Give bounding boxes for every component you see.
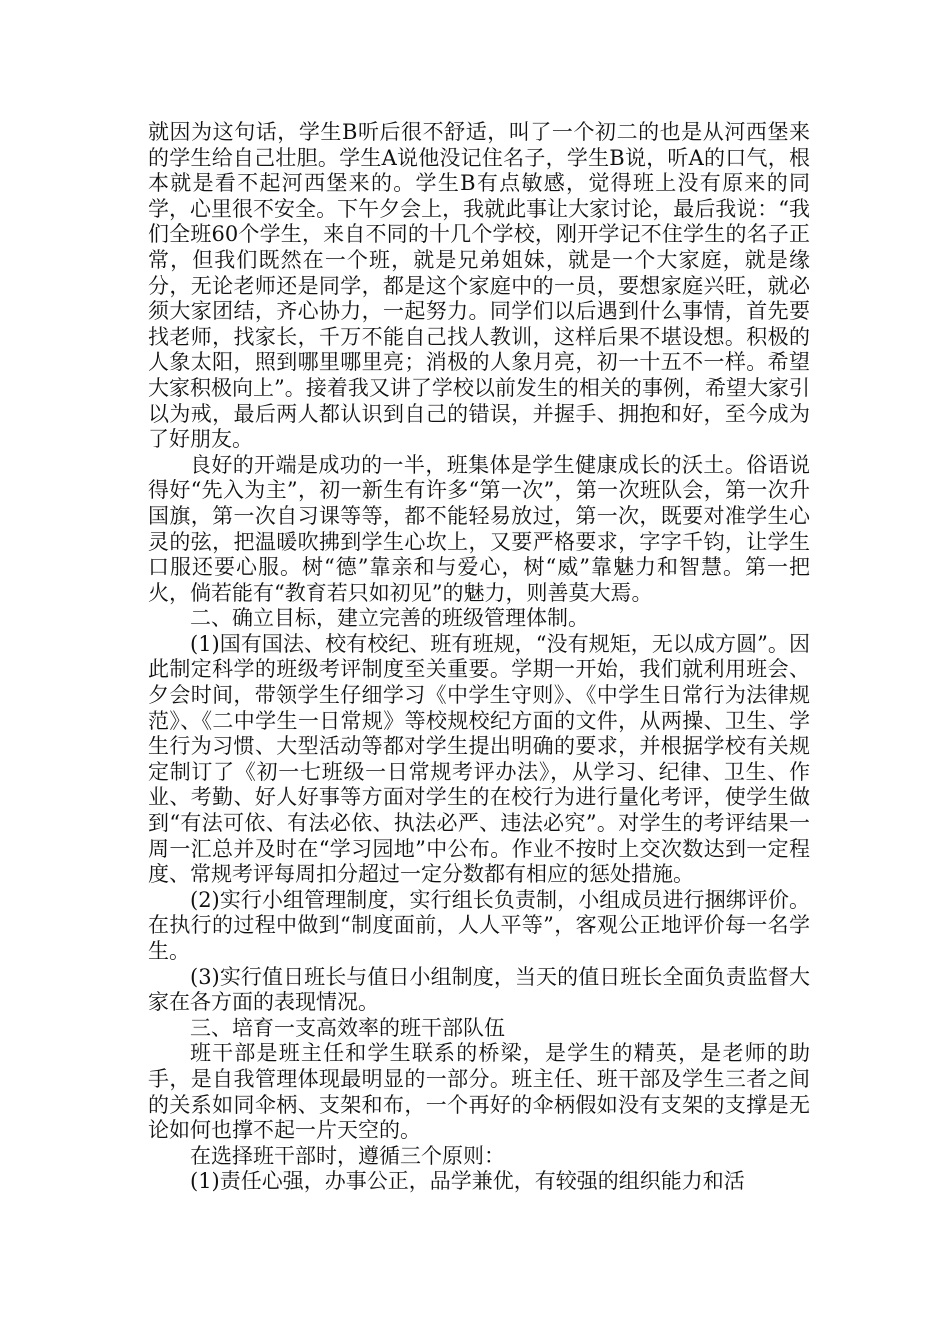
paragraph-rule-1: (1)国有国法、校有校纪、班有班规，“没有规矩，无以成方圆”。因此制定科学的班级考评制度至关重要。学期一开始，我们就利用班会、夕会时间，带领学生仔细学习《中学生守则》、《中学生日常行为法律规范》、《二中学生一日常规》等校规校纪方面的文件，从两操、卫生、学生行为习惯、大型活动等都对学生提出明确的要求，并根据学校有关规定制订了《初一七班级一日常规考评办法》，从学习、纪律、卫生、作业、考勤、好人好事等方面对学生的在校行为进行量化考评，使学生做到“有法可依、有法必依、执法必严、违法必究”。对学生的考评结果一周一汇总并及时在“学习园地”中公布。作业不按时上交次数达到一定程度、常规考评每周扣分超过一定分数都有相应的惩处措施。 [148,631,810,887]
paragraph-principle-1: (1)责任心强，办事公正，品学兼优，有较强的组织能力和活 [190,1169,745,1194]
document-page [148,120,810,1195]
paragraph-1: 就因为这句话，学生B听后很不舒适，叫了一个初二的也是从河西堡来的学生给自己壮胆。学生A说他没记住名子，学生B说，听A的口气，根本就是看不起河西堡来的。学生B有点敏感，觉得班上没有原来的同学，心里很不安全。下午夕会上，我就此事让大家讨论，最后我说：“我们全班60个学生，来自不同的十几个学校，刚开学记不住学生的名子正常，但我们既然在一个班，就是兄弟姐妹，就是一个大家庭，就是缘分，无论老师还是同学，都是这个家庭中的一员，要想家庭兴旺，就必须大家团结，齐心协力，一起努力。同学们以后遇到什么事情，首先要找老师，找家长，千万不能自己找人教训，这样后果不堪设想。积极的人象太阳，照到哪里哪里亮；消极的人象月亮，初一十五不一样。希望大家积极向上”。接着我又讲了学校以前发生的相关的事例，希望大家引以为戒，最后两人都认识到自己的错误，并握手、拥抱和好，至今成为了好朋友。 [148,120,810,452]
paragraph-cadre-intro: 班干部是班主任和学生联系的桥梁，是学生的精英，是老师的助手，是自我管理体现最明显的一部分。班主任、班干部及学生三者之间的关系如同伞柄、支架和布，一个再好的伞柄假如没有支架的支撑是无论如何也撑不起一片天空的。 [148,1041,810,1143]
paragraph-rule-2: (2)实行小组管理制度，实行组长负责制，小组成员进行捆绑评价。在执行的过程中做到“制度面前，人人平等”，客观公正地评价每一名学生。 [148,887,810,963]
paragraph-rule-3: (3)实行值日班长与值日小组制度，当天的值日班长全面负责监督大家在各方面的表现情况。 [148,964,810,1015]
paragraph-2: 良好的开端是成功的一半，班集体是学生健康成长的沃土。俗语说得好“先入为主”，初一新生有许多“第一次”，第一次班队会，第一次升国旗，第一次自习课等等，都不能轻易放过，第一次，既要对准学生心灵的弦，把温暖吹拂到学生心坎上，又要严格要求，字字千钧，让学生口服还要心服。树“德”靠亲和与爱心，树“威”靠魅力和智慧。第一把火，倘若能有“教育若只如初见”的魅力，则善莫大焉。 [148,452,810,605]
section-heading-3: 三、培育一支高效率的班干部队伍 [190,1015,505,1040]
paragraph-principles-lead: 在选择班干部时，遵循三个原则： [190,1143,505,1168]
section-heading-2: 二、确立目标，建立完善的班级管理体制。 [190,606,589,631]
